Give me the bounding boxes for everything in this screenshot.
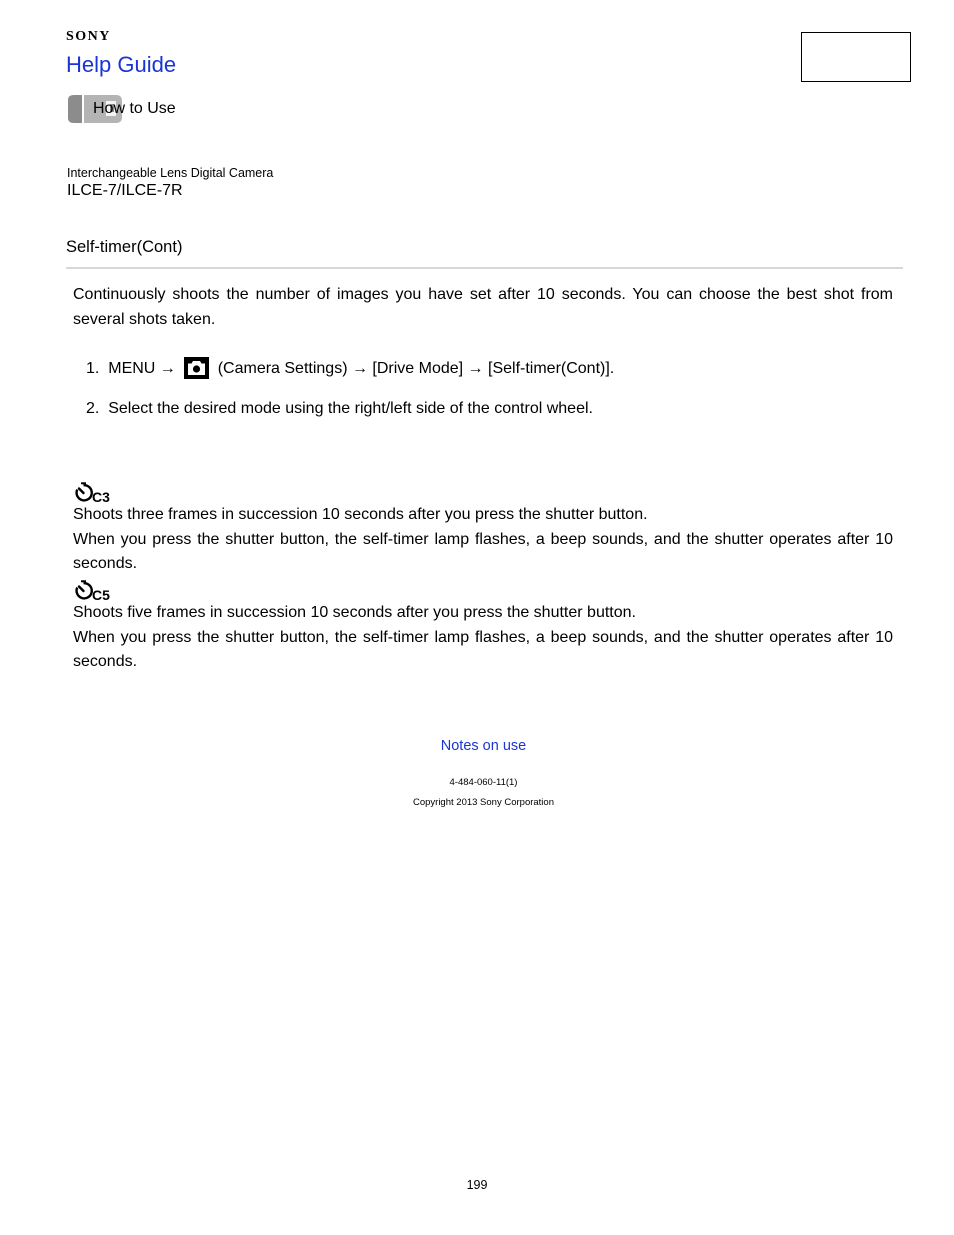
notes-on-use-link[interactable]: Notes on use [440, 738, 527, 754]
sony-logo: SONY [66, 29, 111, 44]
option-c3-line1: Shoots three frames in succession 10 seconds after you press the shutter button. [73, 506, 648, 523]
camera-icon [184, 357, 209, 379]
step-text-before: MENU → [108, 360, 176, 377]
option-c3-line2: When you press the shutter button, the self-timer lamp flashes, a beep sounds, and the shutter operates after 10 seconds. [73, 530, 893, 572]
section-label: How to Use [93, 100, 176, 117]
step-1 [86, 357, 614, 380]
title-divider [66, 267, 903, 269]
option-c5-line1: Shoots five frames in succession 10 seconds after you press the shutter button. [73, 604, 636, 621]
option-c5-description [73, 601, 893, 675]
c3-label: C3 [92, 489, 110, 504]
option-c5-line2: When you press the shutter button, the self-timer lamp flashes, a beep sounds, and the shutter operates after 10 seconds. [73, 628, 893, 670]
header-box [801, 32, 911, 82]
self-timer-c3-icon [74, 482, 116, 504]
intro-paragraph: Continuously shoots the number of images you have set after 10 seconds. You can choose the best shot from several shots taken. [73, 286, 893, 328]
model-name: ILCE-7/ILCE-7R [67, 182, 183, 199]
page-title: Self-timer(Cont) [66, 238, 183, 256]
step-number: 1. [86, 360, 100, 377]
copyright: Copyright 2013 Sony Corporation [412, 797, 554, 808]
step-text: Select the desired mode using the right/left side of the control wheel. [108, 400, 593, 417]
page-number: 199 [466, 1178, 488, 1192]
step-number: 2. [86, 400, 100, 417]
step-2 [86, 398, 593, 420]
c5-label: C5 [92, 587, 110, 602]
product-type: Interchangeable Lens Digital Camera [67, 166, 274, 180]
document-code: 4-484-060-11(1) [449, 777, 518, 788]
step-text-after: (Camera Settings) → [Drive Mode] → [Self-timer(Cont)]. [217, 360, 615, 377]
help-guide-link[interactable]: Help Guide [66, 52, 177, 77]
option-c3-description [73, 503, 893, 577]
self-timer-c5-icon [74, 580, 116, 602]
